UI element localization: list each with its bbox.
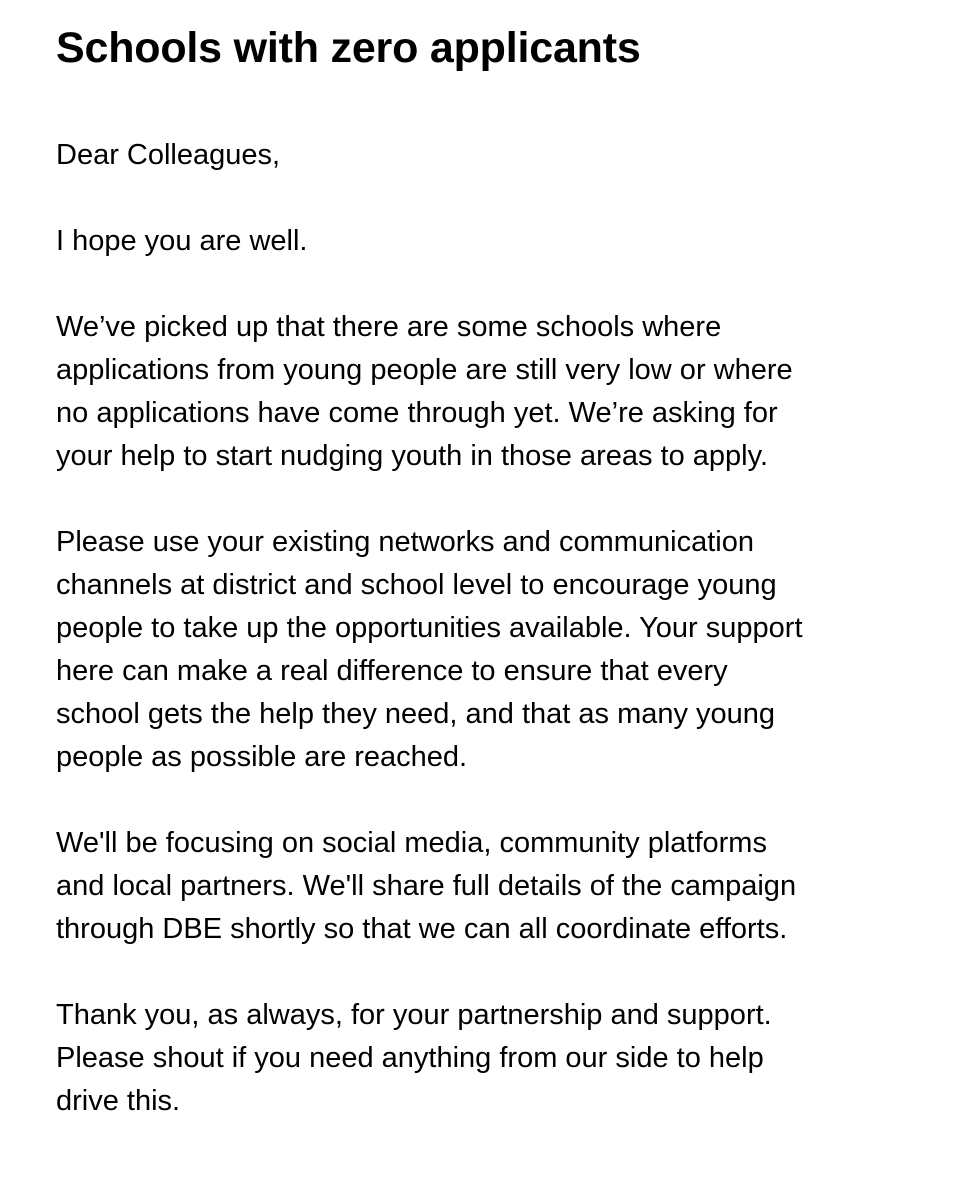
paragraph-line: your help to start nudging youth in those areas to apply. — [56, 440, 769, 472]
paragraph-closing — [56, 994, 936, 1123]
paragraph-line: We’ve picked up that there are some schools where — [56, 311, 722, 343]
paragraph-line: Please shout if you need anything from our side to help — [56, 1042, 764, 1074]
paragraph-line: channels at district and school level to encourage young — [56, 569, 777, 601]
paragraph-line: through DBE shortly so that we can all coordinate efforts. — [56, 913, 788, 945]
paragraph-line: Thank you, as always, for your partnership and support. — [56, 999, 772, 1031]
paragraph-use-networks — [56, 521, 936, 779]
paragraph-line: no applications have come through yet. We’re asking for — [56, 397, 778, 429]
paragraph-line: people to take up the opportunities available. Your support — [56, 612, 803, 644]
paragraph-line: people as possible are reached. — [56, 741, 468, 773]
paragraph-line: school gets the help they need, and that as many young — [56, 698, 776, 730]
paragraph-applications-low — [56, 306, 936, 478]
paragraph-line: applications from young people are still very low or where — [56, 354, 793, 386]
paragraph-line: and local partners. We'll share full details of the campaign — [56, 870, 797, 902]
document-title: Schools with zero applicants — [56, 24, 641, 72]
paragraph-campaign-focus — [56, 822, 936, 951]
paragraph-line: We'll be focusing on social media, community platforms — [56, 827, 767, 859]
paragraph-line: Please use your existing networks and communication — [56, 526, 754, 558]
paragraph-line: here can make a real difference to ensure that every — [56, 655, 728, 687]
paragraph-line: drive this. — [56, 1085, 181, 1117]
letter-body — [56, 134, 936, 1166]
opening-line: I hope you are well. — [56, 225, 308, 257]
greeting: Dear Colleagues, — [56, 139, 281, 171]
